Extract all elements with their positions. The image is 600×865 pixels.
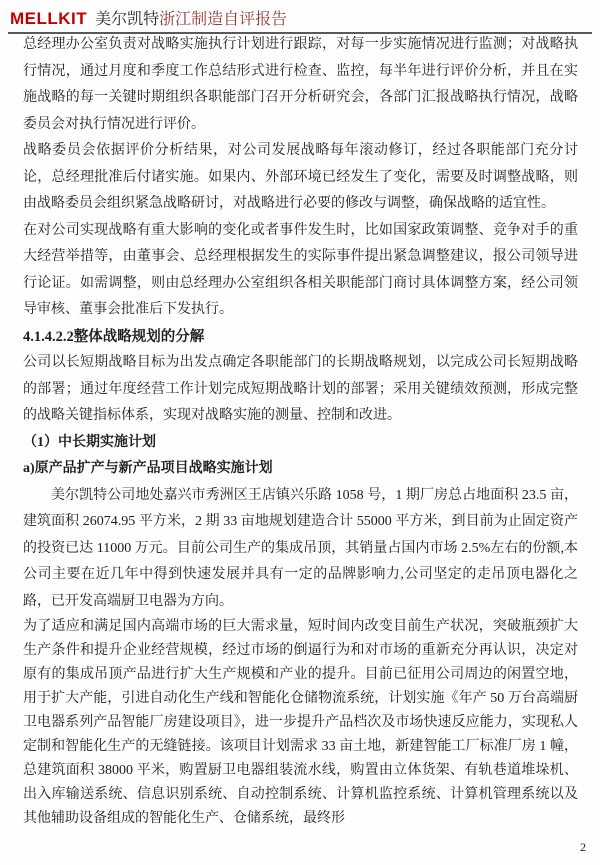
- paragraph-strategy-tracking: 总经理办公室负责对战略实施执行计划进行跟踪，对每一步实施情况进行监测；对战略执行情况，通过月度和季度工作总结形式进行检查、监控，每半年进行评价分析，并且在实施战略的每一关键时期组织各职能部门召开分析研究会，各部门汇报战略执行情况，战略委员会对执行情况进行评价。: [23, 37, 578, 132]
- paragraph-company-location-capacity: 美尔凯特公司地处嘉兴市秀洲区王店镇兴乐路 1058 号，1 期厂房总占地面积 23.5 亩，建筑面积 26074.95 平方米，2 期 33 亩地规划建造合计 55000 平方米，到目前为止固定资产的投资已达 11000 万元。目前公司生产的集成吊顶，其销量占国内市场 2.5%左右的份额,本公司主要在近几年中得到快速发展并具有一定的品牌影响力,公司坚定的走吊顶电器化之路，已开发高端厨卫电器为方向。: [23, 487, 578, 609]
- brand-logo-text: MELLKIT: [10, 9, 88, 28]
- paragraph-expansion-project: 为了适应和满足国内高端市场的巨大需求量，短时间内改变目前生产状况，突破瓶颈扩大生产条件和提升企业经营规模，经过市场的倒逼行为和对市场的重新充分再认识，决定对原有的集成吊顶产品进行扩大生产规模和产业的提升。目前已征用公司周边的闲置空地，用于扩大产能，引进自动化生产线和智能化仓储物流系统，计划实施《年产 50 万台高端厨卫电器系列产品智能厂房建设项目》，进一步提升产品档次及市场快速反应能力，实现私人定制和智能化生产的无缝链接。该项目计划需求 33 亩土地，新建智能工厂标准厂房 1 幢，总建筑面积 38000 平米，购置厨卫电器组装流水线，购置由立体货架、有轨巷道堆垛机、出入库输送系统、信息识别系统、自动控制系统、计算机监控系统、计算机管理系统以及其他辅助设备组成的智能化生产、仓储系统，最终形: [23, 619, 578, 826]
- paragraph-strategy-revision: 战略委员会依据评价分析结果，对公司发展战略每年滚动修订，经过各职能部门充分讨论，总经理批准后付诸实施。如果内、外部环境已经发生了变化，需要及时调整战略，则由战略委员会组织紧急战略研讨，对战略进行必要的修改与调整，确保战略的适宜性。: [23, 143, 578, 211]
- page-number: 2: [580, 840, 586, 854]
- list-heading-mid-long-term-plan: （1）中长期实施计划: [23, 434, 156, 450]
- sublist-heading-product-expansion: a)原产品扩产与新产品项目战略实施计划: [23, 461, 273, 476]
- report-header: [8, 0, 592, 34]
- document-body: [23, 32, 578, 831]
- paragraph-emergency-adjustment: 在对公司实现战略有重大影响的变化或者事件发生时，比如国家政策调整、竞争对手的重大经营举措等，由董事会、总经理根据发生的实际事件提出紧急调整建议，报公司领导进行论证。如需调整，则由总经理办公室组织各相关职能部门商讨具体调整方案，经公司领导审核、董事会批准后下发执行。: [23, 222, 578, 317]
- section-heading-4-1-4-2-2: 4.1.4.2.2整体战略规划的分解: [23, 328, 205, 345]
- report-title-name: 浙江制造自评报告: [159, 11, 288, 28]
- report-title-company: 美尔凯特: [95, 11, 160, 28]
- paragraph-strategy-decomposition: 公司以长短期战略目标为出发点确定各职能部门的长期战略规划，以完成公司长短期战略的部署；通过年度经营工作计划完成短期战略计划的部署；采用关键绩效预测，形成完整的战略关键指标体系，实现对战略实施的测量、控制和改进。: [23, 355, 578, 423]
